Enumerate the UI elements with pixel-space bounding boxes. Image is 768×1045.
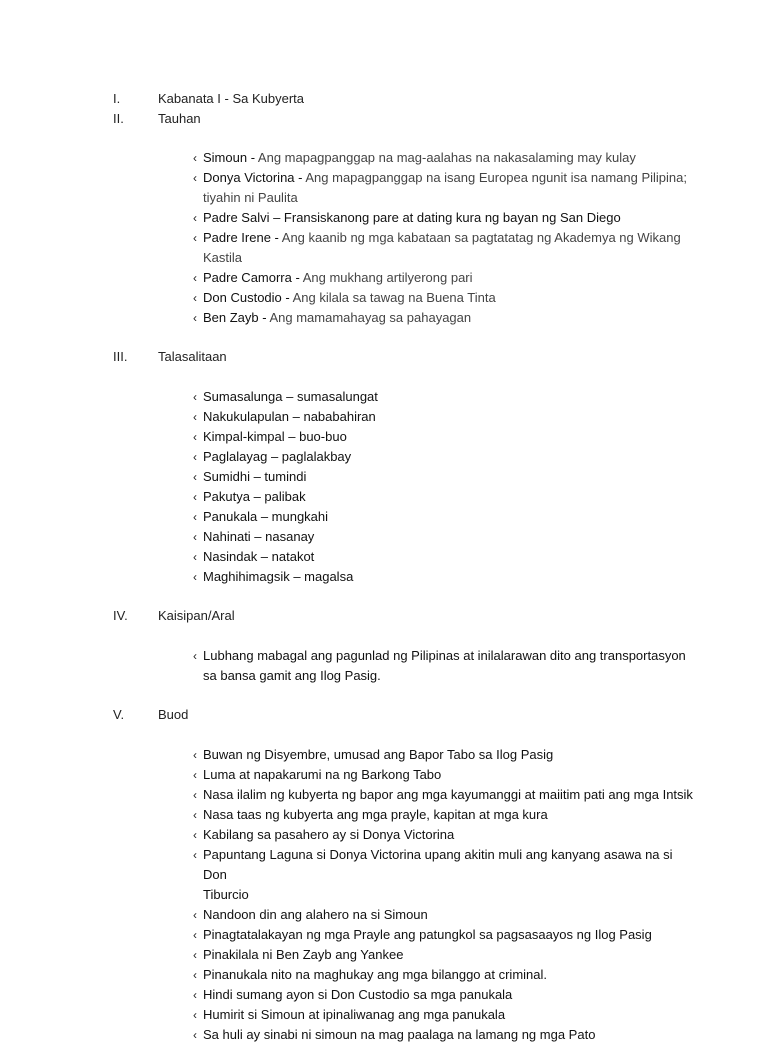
arrow-bullet-icon	[193, 765, 197, 785]
character-description: Ang mapagpanggap na mag-aalahas na nakasalaming may kulay	[257, 150, 636, 165]
list-item	[193, 427, 693, 447]
arrow-bullet-icon	[193, 646, 197, 666]
list-item	[193, 268, 693, 288]
character-name: Padre Salvi – Fransiskanong pare at dating kura ng bayan ng San Diego	[203, 210, 621, 225]
character-name: Simoun -	[203, 150, 258, 165]
arrow-bullet-icon	[193, 507, 197, 527]
lesson-text-continued: sa bansa gamit ang Ilog Pasig.	[203, 668, 381, 683]
character-name: Padre Irene -	[203, 230, 282, 245]
character-name: Don Custodio -	[203, 290, 293, 305]
character-description: Ang mamamahayag sa pahayagan	[269, 310, 472, 325]
summary-text: Nasa ilalim ng kubyerta ng bapor ang mga kayumanggi at maiitim pati ang mga Intsik	[203, 787, 693, 802]
tauhan-list	[193, 148, 693, 328]
arrow-bullet-icon	[193, 208, 197, 228]
section-numeral: V.	[113, 707, 125, 722]
arrow-bullet-icon	[193, 547, 197, 567]
arrow-bullet-icon	[193, 925, 197, 945]
summary-text: Nasa taas ng kubyerta ang mga prayle, kapitan at mga kura	[203, 807, 548, 822]
list-item	[193, 825, 693, 845]
summary-text: Pinagtatalakayan ng mga Prayle ang patungkol sa pagsasaayos ng Ilog Pasig	[203, 927, 652, 942]
arrow-bullet-icon	[193, 148, 197, 168]
list-item	[193, 925, 693, 945]
list-item	[193, 745, 693, 765]
list-item	[193, 168, 693, 208]
section-numeral: IV.	[113, 608, 128, 623]
arrow-bullet-icon	[193, 785, 197, 805]
arrow-bullet-icon	[193, 467, 197, 487]
section-numeral: I.	[113, 91, 121, 106]
vocabulary-entry: Nahinati – nasanay	[203, 529, 315, 544]
arrow-bullet-icon	[193, 487, 197, 507]
arrow-bullet-icon	[193, 567, 197, 587]
summary-text: Kabilang sa pasahero ay si Donya Victorina	[203, 827, 455, 842]
list-item	[193, 387, 693, 407]
arrow-bullet-icon	[193, 965, 197, 985]
vocabulary-entry: Pakutya – palibak	[203, 489, 306, 504]
list-item	[193, 945, 693, 965]
arrow-bullet-icon	[193, 845, 197, 865]
character-name: Donya Victorina -	[203, 170, 306, 185]
character-description-continued: tiyahin ni Paulita	[203, 190, 298, 205]
list-item	[193, 765, 693, 785]
talasalitaan-list	[193, 387, 693, 587]
list-item	[193, 308, 693, 328]
character-description: Ang kaanib ng mga kabataan sa pagtatatag ng Akademya ng Wikang	[281, 230, 681, 245]
character-name: Padre Camorra -	[203, 270, 303, 285]
summary-text: Nandoon din ang alahero na si Simoun	[203, 907, 428, 922]
list-item	[193, 985, 693, 1005]
buod-list	[193, 745, 693, 1045]
list-item	[193, 228, 693, 268]
arrow-bullet-icon	[193, 985, 197, 1005]
summary-text-continued: Tiburcio	[203, 887, 249, 902]
list-item	[193, 447, 693, 467]
section-numeral: II.	[113, 111, 124, 126]
arrow-bullet-icon	[193, 168, 197, 188]
summary-text: Papuntang Laguna si Donya Victorina upang akitin muli ang kanyang asawa na si Don	[203, 847, 673, 882]
section-title: Kaisipan/Aral	[158, 608, 235, 623]
arrow-bullet-icon	[193, 945, 197, 965]
summary-text: Buwan ng Disyembre, umusad ang Bapor Tabo sa Ilog Pasig	[203, 747, 554, 762]
list-item	[193, 467, 693, 487]
lesson-text: Lubhang mabagal ang pagunlad ng Pilipinas at inilalarawan dito ang transportasyon	[203, 648, 686, 663]
kaisipan-list	[193, 646, 693, 686]
summary-text: Humirit si Simoun at ipinaliwanag ang mga panukala	[203, 1007, 506, 1022]
summary-text: Pinakilala ni Ben Zayb ang Yankee	[203, 947, 404, 962]
list-item	[193, 785, 693, 805]
arrow-bullet-icon	[193, 805, 197, 825]
list-item	[193, 507, 693, 527]
arrow-bullet-icon	[193, 427, 197, 447]
list-item	[193, 208, 693, 228]
list-item	[193, 1025, 693, 1045]
vocabulary-entry: Sumidhi – tumindi	[203, 469, 307, 484]
character-description: Ang mapagpanggap na isang Europea ngunit isa namang Pilipina;	[305, 170, 687, 185]
arrow-bullet-icon	[193, 825, 197, 845]
list-item	[193, 527, 693, 547]
section-numeral: III.	[113, 349, 128, 364]
summary-text: Hindi sumang ayon si Don Custodio sa mga panukala	[203, 987, 513, 1002]
summary-text: Luma at napakarumi na ng Barkong Tabo	[203, 767, 442, 782]
arrow-bullet-icon	[193, 745, 197, 765]
list-item	[193, 487, 693, 507]
character-description-continued: Kastila	[203, 250, 243, 265]
vocabulary-entry: Nakukulapulan – nababahiran	[203, 409, 376, 424]
arrow-bullet-icon	[193, 527, 197, 547]
list-item	[193, 905, 693, 925]
list-item	[193, 567, 693, 587]
character-description: Ang kilala sa tawag na Buena Tinta	[292, 290, 496, 305]
section-title: Kabanata I - Sa Kubyerta	[158, 91, 304, 106]
vocabulary-entry: Panukala – mungkahi	[203, 509, 329, 524]
list-item	[193, 965, 693, 985]
vocabulary-entry: Nasindak – natakot	[203, 549, 315, 564]
arrow-bullet-icon	[193, 1005, 197, 1025]
vocabulary-entry: Maghihimagsik – magalsa	[203, 569, 354, 584]
vocabulary-entry: Kimpal-kimpal – buo-buo	[203, 429, 347, 444]
arrow-bullet-icon	[193, 308, 197, 328]
summary-text: Pinanukala nito na maghukay ang mga bilanggo at criminal.	[203, 967, 547, 982]
list-item	[193, 547, 693, 567]
list-item	[193, 845, 693, 905]
character-name: Ben Zayb -	[203, 310, 270, 325]
section-title: Tauhan	[158, 111, 201, 126]
arrow-bullet-icon	[193, 447, 197, 467]
arrow-bullet-icon	[193, 228, 197, 248]
list-item	[193, 288, 693, 308]
section-title: Talasalitaan	[158, 349, 227, 364]
arrow-bullet-icon	[193, 407, 197, 427]
list-item	[193, 407, 693, 427]
arrow-bullet-icon	[193, 905, 197, 925]
arrow-bullet-icon	[193, 268, 197, 288]
vocabulary-entry: Paglalayag – paglalakbay	[203, 449, 352, 464]
summary-text: Sa huli ay sinabi ni simoun na mag paalaga na lamang ng mga Pato	[203, 1027, 596, 1042]
character-description: Ang mukhang artilyerong pari	[302, 270, 473, 285]
section-title: Buod	[158, 707, 189, 722]
list-item	[193, 1005, 693, 1025]
list-item	[193, 148, 693, 168]
list-item	[193, 646, 693, 686]
arrow-bullet-icon	[193, 288, 197, 308]
arrow-bullet-icon	[193, 1025, 197, 1045]
list-item	[193, 805, 693, 825]
arrow-bullet-icon	[193, 387, 197, 407]
vocabulary-entry: Sumasalunga – sumasalungat	[203, 389, 378, 404]
